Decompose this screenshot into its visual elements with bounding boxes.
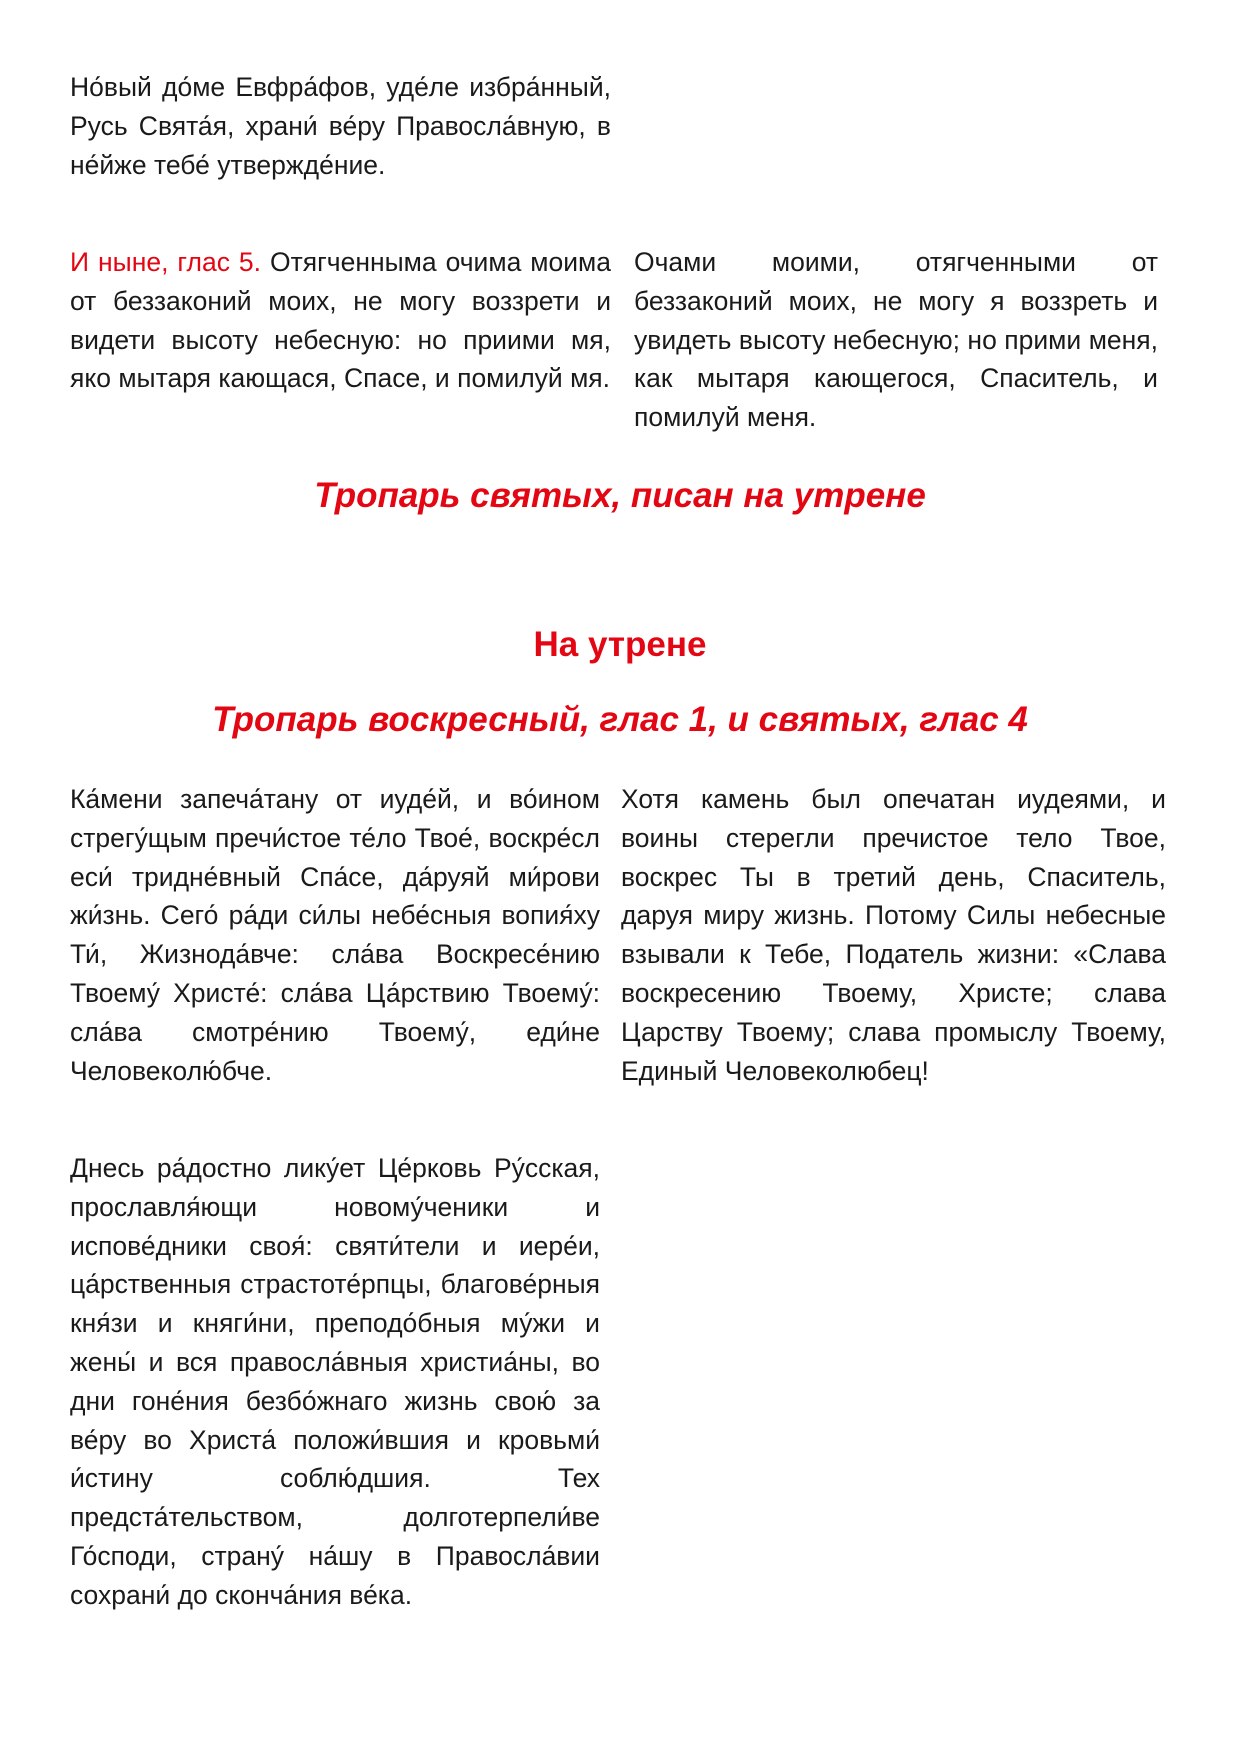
i-nyne-slavonic-body: Отягченныма очима моима от беззаконий моих, не могу воззрети и видети высоту небесную: но приими мя, яко мытаря кающася, Спасе, и помилуй мя. [70,247,612,394]
saints-slavonic-text: Днесь ра́достно лику́ет Це́рковь Ру́сская, прославля́ющи новому́ченики и испове́дники своя́: святи́тели и иере́и, ца́рственныя страстоте́рпцы, благове́рныя кня́зи и княги́ни, преподо́бныя му́жи и жены́ и вся правосла́вныя христиа́ны, во дни гоне́ния безбо́жнаго жизнь свою́ за ве́ру во Христа́ положи́вшия и кровьми́ и́стину соблю́дшия. Тех предста́тельством, долготерпели́ве Го́споди, страну́ на́шу в Правосла́вии сохрани́ до сконча́ния ве́ка. [70,1153,600,1610]
resurrection-slavonic-text: Ка́мени запеча́тану от иуде́й, и во́ином стрегу́щым пречи́стое те́ло Твое́, воскре́сл еси́ тридне́вный Спа́се, да́руяй ми́рови жи́знь. Сего́ ра́ди си́лы небе́сныя вопия́ху Ти́, Жизнода́вче: сла́ва Воскресе́нию Твоему́ Христе́: сла́ва Ца́рствию Твоему́: сла́ва смотре́нию Твоему́, еди́не Человеколю́бче. [70,784,600,1086]
i-nyne-russian-text: Очами моими, отягченными от беззаконий моих, не могу я воззреть и увидеть высоту небесную; но прими меня, как мытаря кающегося, Спаситель, и помилуй меня. [634,247,1158,433]
tone-label: И ныне, глас 5. [70,247,262,277]
heading-matins: На утрене [533,625,707,664]
intro-slavonic-text: Но́вый до́ме Евфра́фов, уде́ле избра́нный, Русь Свята́я, храни́ ве́ру Правосла́вную, в не́йже тебе́ утвержде́ние. [70,72,611,180]
heading-troparion-resurrection: Тропарь воскресный, глас 1, и святых, глас 4 [212,700,1028,739]
i-nyne-slavonic-text [70,243,611,398]
heading-troparion-saints: Тропарь святых, писан на утрене [314,476,926,515]
resurrection-russian-text: Хотя камень был опечатан иудеями, и воины стерегли пречистое тело Твое, воскрес Ты в третий день, Спаситель, даруя миру жизнь. Потому Силы небесные взывали к Тебе, Податель жизни: «Слава воскресению Твоему, Христе; слава Царству Твоему; слава промыслу Твоему, Единый Человеколюбец! [621,784,1166,1086]
